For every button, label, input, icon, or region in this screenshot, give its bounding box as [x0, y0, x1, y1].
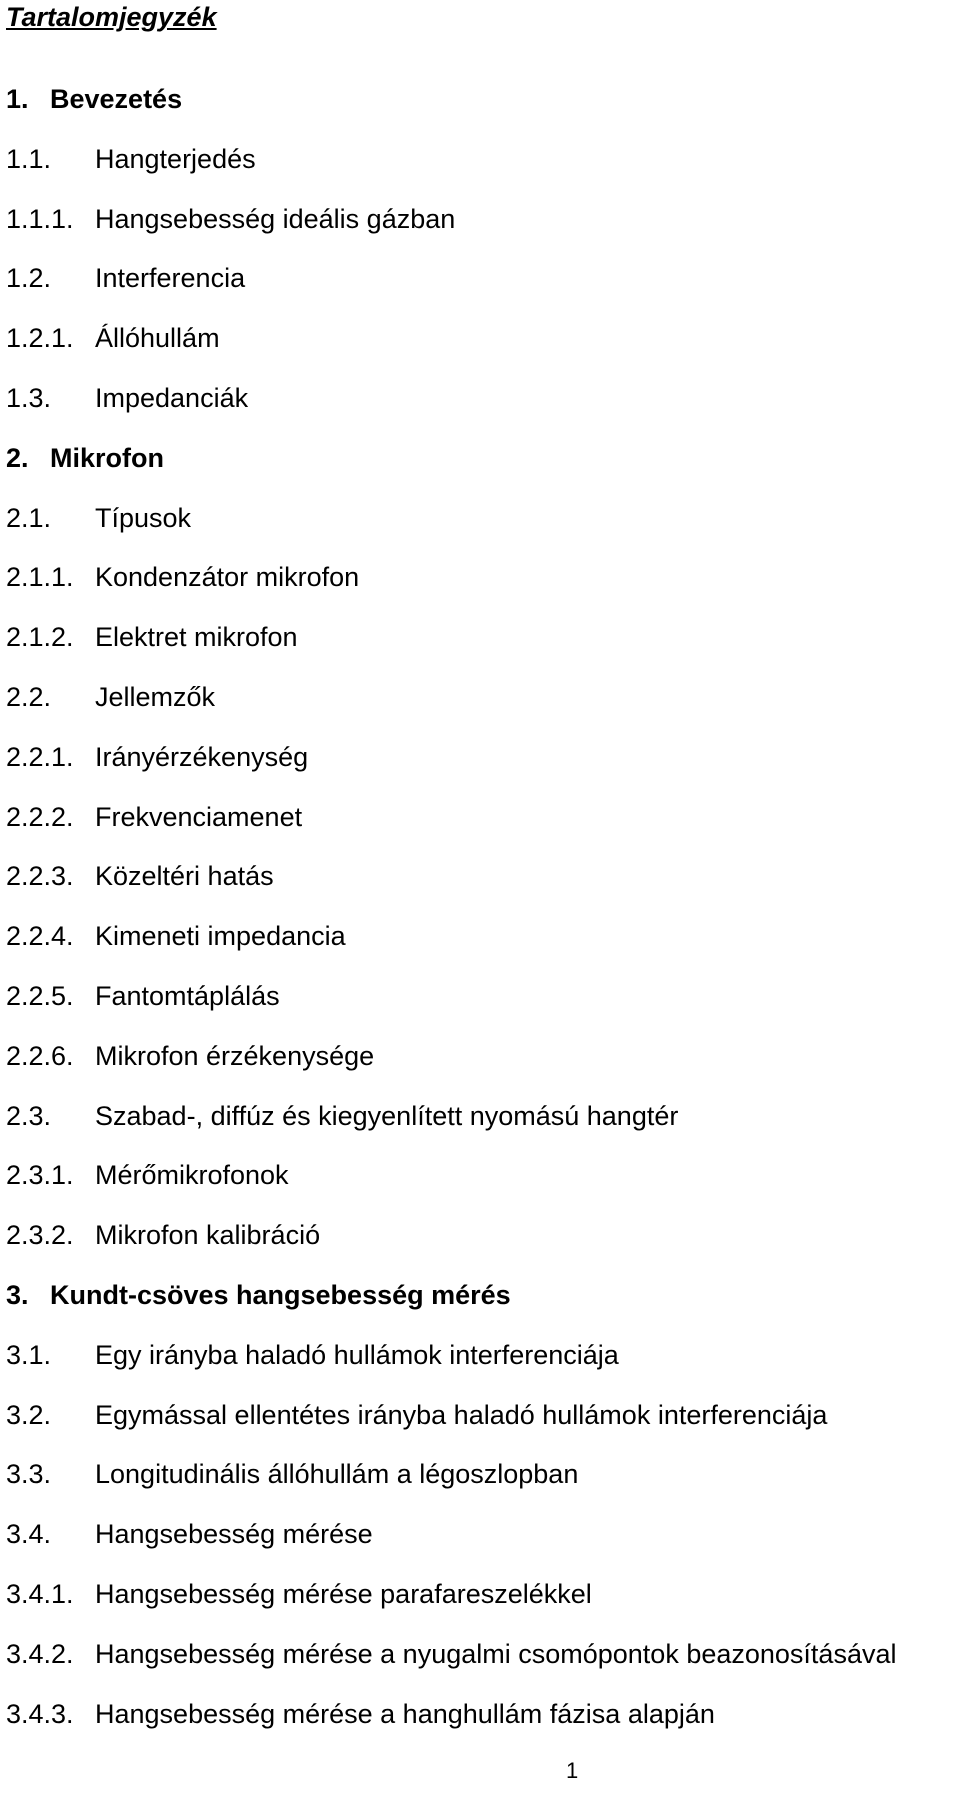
toc-entry-number: 2.1. — [6, 502, 52, 533]
toc-entry-label: Kondenzátor mikrofon — [95, 562, 360, 593]
toc-entry-number: 2.1.1. — [6, 562, 74, 593]
toc-entry[interactable] — [6, 82, 960, 142]
toc-entry-number: 2.1.2. — [6, 622, 74, 653]
toc-entry-label: Mikrofon érzékenysége — [95, 1040, 375, 1071]
toc-entry-number: 3.1. — [6, 1339, 52, 1370]
toc-entry[interactable] — [6, 441, 960, 501]
toc-entry[interactable] — [6, 142, 960, 202]
toc-entry-number: 1.2. — [6, 263, 52, 294]
toc-entry-label: Állóhullám — [95, 323, 220, 354]
toc-entry-label: Hangsebesség mérése parafareszelékkel — [95, 1578, 592, 1609]
toc-entry[interactable] — [6, 1697, 960, 1757]
toc-entry-label: Hangterjedés — [95, 143, 256, 174]
toc-entry[interactable] — [6, 740, 960, 800]
toc-entry-label: Mikrofon — [50, 442, 164, 473]
toc-entry-label: Egymással ellentétes irányba haladó hullámok interferenciája — [95, 1399, 828, 1430]
toc-entry-label: Jellemzők — [95, 681, 216, 712]
toc-entry-label: Szabad-, diffúz és kiegyenlített nyomású hangtér — [95, 1100, 679, 1131]
toc-entry-number: 2.3.2. — [6, 1220, 74, 1251]
toc-entry[interactable] — [6, 1637, 960, 1697]
toc-entry-label: Hangsebesség mérése a nyugalmi csomópontok beazonosításával — [95, 1638, 897, 1669]
toc-entry-number: 2.2.2. — [6, 801, 74, 832]
toc-entry[interactable] — [6, 560, 960, 620]
toc-entry[interactable] — [6, 1577, 960, 1637]
toc-title: Tartalomjegyzék — [6, 2, 217, 32]
toc-entry-number: 3.4.2. — [6, 1638, 74, 1669]
toc-entry-number: 2.2.3. — [6, 861, 74, 892]
toc-entry-label: Elektret mikrofon — [95, 622, 298, 653]
toc-entry-label: Egy irányba haladó hullámok interferenciája — [95, 1339, 619, 1370]
toc-entry[interactable] — [6, 919, 960, 979]
toc-entry[interactable] — [6, 800, 960, 860]
toc-entry[interactable] — [6, 1457, 960, 1517]
toc-entry-number: 1.3. — [6, 382, 52, 413]
toc-entry-label: Mérőmikrofonok — [95, 1160, 289, 1191]
toc-entry[interactable] — [6, 381, 960, 441]
toc-entry[interactable] — [6, 1158, 960, 1218]
toc-entry[interactable] — [6, 1338, 960, 1398]
toc-entry-label: Hangsebesség ideális gázban — [95, 203, 456, 234]
toc-entry-label: Interferencia — [95, 263, 246, 294]
toc-list — [6, 82, 960, 1756]
toc-entry[interactable] — [6, 1099, 960, 1159]
toc-entry-number: 3.4. — [6, 1519, 52, 1550]
toc-entry[interactable] — [6, 321, 960, 381]
toc-entry[interactable] — [6, 1039, 960, 1099]
toc-entry-number: 3.4.3. — [6, 1698, 74, 1729]
toc-entry-number: 1.1. — [6, 143, 52, 174]
toc-entry-label: Fantomtáplálás — [95, 980, 280, 1011]
toc-entry-number: 3.4.1. — [6, 1578, 74, 1609]
toc-entry-label: Kundt-csöves hangsebesség mérés — [50, 1279, 511, 1310]
toc-entry-number: 3. — [6, 1279, 29, 1310]
toc-entry-label: Irányérzékenység — [95, 741, 309, 772]
toc-entry-number: 2.2.1. — [6, 741, 74, 772]
toc-entry-number: 2.2. — [6, 681, 52, 712]
toc-entry-number: 1.2.1. — [6, 323, 74, 354]
toc-entry-label: Hangsebesség mérése a hanghullám fázisa alapján — [95, 1698, 715, 1729]
toc-entry-label: Közeltéri hatás — [95, 861, 274, 892]
toc-entry-label: Bevezetés — [50, 84, 183, 114]
toc-entry-number: 2.2.4. — [6, 921, 74, 952]
toc-entry-label: Longitudinális állóhullám a légoszlopban — [95, 1459, 579, 1490]
toc-entry-number: 1. — [6, 84, 29, 114]
toc-entry[interactable] — [6, 620, 960, 680]
toc-entry[interactable] — [6, 680, 960, 740]
toc-entry-label: Mikrofon kalibráció — [95, 1220, 321, 1251]
toc-entry-label: Kimeneti impedancia — [95, 921, 346, 952]
toc-entry[interactable] — [6, 1218, 960, 1278]
toc-entry-number: 2.3. — [6, 1100, 52, 1131]
toc-entry-number: 2.2.6. — [6, 1040, 74, 1071]
toc-entry-label: Típusok — [95, 502, 192, 533]
toc-entry[interactable] — [6, 1278, 960, 1338]
toc-entry-number: 2.3.1. — [6, 1160, 74, 1191]
toc-entry-number: 3.2. — [6, 1399, 52, 1430]
toc-entry-label: Frekvenciamenet — [95, 801, 303, 832]
toc-entry-label: Hangsebesség mérése — [95, 1519, 373, 1550]
toc-entry-number: 2.2.5. — [6, 980, 74, 1011]
toc-entry-number: 1.1.1. — [6, 203, 74, 234]
toc-entry[interactable] — [6, 202, 960, 262]
toc-entry-number: 2. — [6, 442, 29, 473]
toc-entry[interactable] — [6, 859, 960, 919]
toc-entry[interactable] — [6, 501, 960, 561]
toc-entry-label: Impedanciák — [95, 382, 249, 413]
toc-entry[interactable] — [6, 979, 960, 1039]
toc-entry[interactable] — [6, 261, 960, 321]
toc-entry[interactable] — [6, 1398, 960, 1458]
page-number: 1 — [566, 1758, 579, 1783]
toc-entry[interactable] — [6, 1517, 960, 1577]
toc-entry-number: 3.3. — [6, 1459, 52, 1490]
